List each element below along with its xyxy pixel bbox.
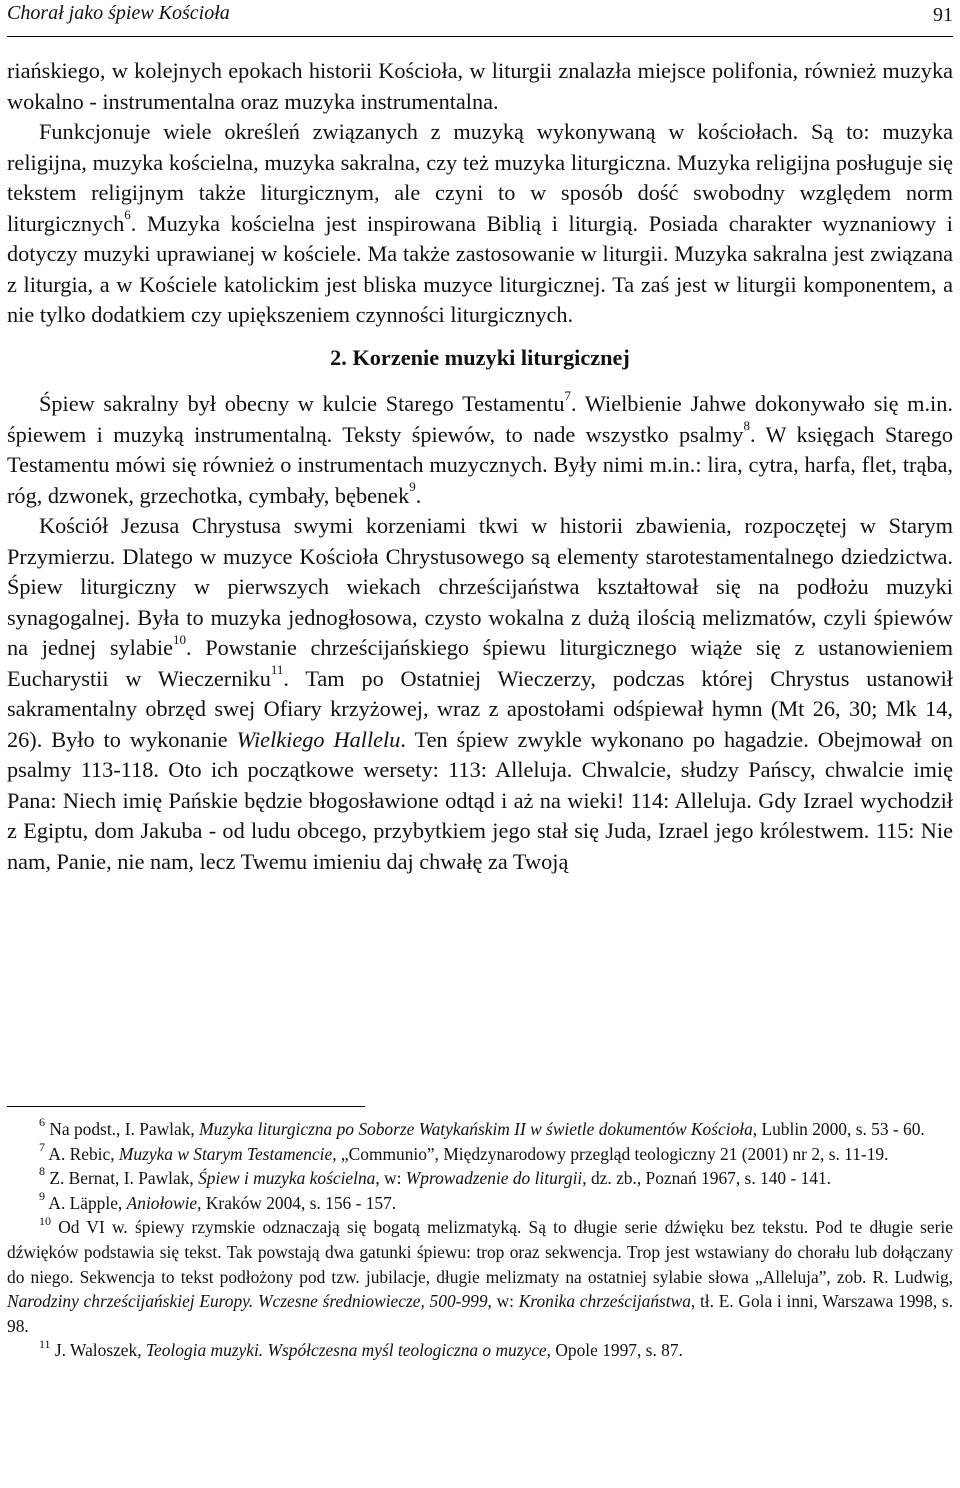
footnote-10 xyxy=(7,1215,953,1338)
footnote-8 xyxy=(7,1166,953,1191)
footnote-ref-9: 9 xyxy=(409,479,416,495)
body-text xyxy=(7,56,953,877)
footnote-6 xyxy=(7,1117,953,1142)
paragraph-2 xyxy=(7,117,953,331)
paragraph-3-text-c: . W księgach Starego Testamentu mówi się również o instrumentach muzycznych. Były nimi m.in.: lira, cytra, harfa, flet, trąba, róg, dzwonek, grzechotka, cymbały, bębenek xyxy=(7,421,953,508)
footnote-title: Narodziny chrześcijańskiej Europy. Wczesne średniowiecze, 500-999 xyxy=(7,1291,488,1312)
footnote-7 xyxy=(7,1139,953,1167)
footnote-ref-6: 6 xyxy=(124,207,131,223)
footnote-ref-10: 10 xyxy=(173,631,186,647)
footnote-text: A. Rebic, xyxy=(45,1143,119,1164)
footnote-number: 10 xyxy=(39,1213,51,1228)
footnote-title: Aniołowie xyxy=(126,1192,198,1213)
footnote-text: Na podst., I. Pawlak, xyxy=(45,1119,200,1139)
paragraph-2-text-b: . Muzyka kościelna jest inspirowana Biblią i liturgią. Posiada charakter wyznaniowy i dotyczy muzyki uprawianej w kościele. Ma także zastosowanie w liturgii. Muzyka sakralna jest związana z liturgia, a w Kościele katolickim jest bliska muzyce liturgicznej. Ta zaś jest w liturgii komponentem, a nie tylko dodatkiem czy upiększeniem czynności liturgicznych. xyxy=(7,210,953,327)
footnote-number: 6 xyxy=(39,1115,45,1130)
footnote-number: 11 xyxy=(39,1336,51,1351)
paragraph-4 xyxy=(7,511,953,877)
footnote-title: Wprowadzenie do liturgii xyxy=(405,1168,583,1189)
footnote-ref-7: 7 xyxy=(564,387,572,403)
footnote-text: , tł. E. Gola i inni, Warszawa 1998, s. 98. xyxy=(7,1291,954,1336)
footnote-title: Śpiew i muzyka kościelna xyxy=(198,1168,376,1189)
footnote-title: Kronika chrześcijaństwa xyxy=(518,1291,691,1312)
running-header xyxy=(7,2,953,37)
footnote-11 xyxy=(7,1338,953,1363)
footnote-number: 7 xyxy=(39,1139,45,1154)
footnote-text: J. Waloszek, xyxy=(50,1340,146,1361)
paragraph-1 xyxy=(7,56,953,117)
paragraph-4-text-b: . Powstanie chrześcijańskiego śpiewu liturgicznego wiąże się z ustanowieniem Eucharystii w Wieczerniku xyxy=(7,635,953,691)
footnote-title: Teologia muzyki. Współczesna myśl teologiczna o muzyce xyxy=(145,1340,547,1361)
running-title: Chorał jako śpiew Kościoła xyxy=(7,2,230,24)
footnotes xyxy=(7,1117,953,1363)
paragraph-3 xyxy=(7,389,953,511)
footnote-title: Muzyka liturgiczna po Soborze Watykańskim II w świetle dokumentów Kościoła xyxy=(199,1119,753,1139)
footnote-text: „Communio”, Międzynarodowy przegląd teologiczny 21 (2001) nr 2, s. 11-19. xyxy=(336,1143,889,1164)
section-heading: 2. Korzenie muzyki liturgicznej xyxy=(330,344,630,370)
paragraph-4-text-c: . Tam po Ostatniej Wieczerzy, podczas której Chrystus ustanowił sakramentalny obrzęd swej Ofiary krzyżowej, wraz z apostołami odśpiewał hymn (Mt 26, 30; Mk 14, 26). Było to wykonanie xyxy=(7,665,953,752)
footnote-text: , w: xyxy=(487,1291,519,1312)
footnote-text: , Kraków 2004, s. 156 - 157. xyxy=(197,1192,397,1213)
paragraph-1-text: riańskiego, w kolejnych epokach historii Kościoła, w liturgii znalazła miejsce polifonia, również muzyka wokalno - instrumentalna oraz muzyka instrumentalna. xyxy=(7,58,953,114)
paragraph-4-text-d: . Ten śpiew zwykle wykonano po hagadzie. Obejmował on psalmy 113-118. Oto ich początkowe wersety: 113: Alleluja. Chwalcie, słudzy Pańscy, chwalcie imię Pana: Niech imię Pańskie będzie błogosławione odtąd i aż na wieki! 114: Alleluja. Gdy Izrael wychodził z Egiptu, dom Jakuba - od ludu obcego, przybytkiem jego stał się Juda, Izrael jego królestwem. 115: Nie nam, Panie, nie nam, lecz Twemu imieniu daj chwałę za Twoją xyxy=(7,726,953,874)
footnote-separator xyxy=(7,1106,365,1107)
footnote-ref-11: 11 xyxy=(270,662,284,678)
paragraph-3-text-d: . xyxy=(415,482,422,508)
footnote-text: , Opole 1997, s. 87. xyxy=(546,1340,683,1361)
paragraph-4-italic: Wielkiego Hallelu xyxy=(236,726,401,752)
footnote-text: , w: xyxy=(375,1168,406,1189)
page-number: 91 xyxy=(933,4,953,26)
footnote-number: 8 xyxy=(39,1164,45,1179)
paragraph-3-text-b: . Wielbienie Jahwe dokonywało się m.in. śpiewem i muzyką instrumentalną. Teksty śpiewów, to nade wszystko psalmy xyxy=(7,391,953,447)
paragraph-4-text-a: Kościół Jezusa Chrystusa swymi korzeniami tkwi w historii zbawienia, rozpoczętej w Starym Przymierzu. Dlatego w muzyce Kościoła Chrystusowego są elementy starotestamentalnego dziedzictwa. Śpiew liturgiczny w pierwszych wiekach chrześcijaństwa kształtował się na podłożu muzyki synagogalnej. Była to muzyka jednogłosowa, czysto wokalna z dużą ilością melizmatów, czyli śpiewów na jednej sylabie xyxy=(7,513,953,660)
footnote-text: , dz. zb., Poznań 1967, s. 140 - 141. xyxy=(582,1168,832,1189)
footnote-text: A. Läpple, xyxy=(45,1192,127,1213)
paragraph-2-text-a: Funkcjonuje wiele określeń związanych z muzyką wykonywaną w kościołach. Są to: muzyka religijna, muzyka kościelna, muzyka sakralna, czy też muzyka liturgiczna. Muzyka religijna posługuje się tekstem religijnym także liturgicznym, ale czyni to w sposób dość swobodny względem norm liturgicznych xyxy=(7,119,953,236)
footnote-number: 9 xyxy=(39,1188,45,1203)
paragraph-3-text-a: Śpiew sakralny był obecny w kulcie Starego Testamentu xyxy=(39,391,565,416)
footnote-title: Muzyka w Starym Testamencie, xyxy=(118,1143,337,1164)
footnote-ref-8: 8 xyxy=(743,418,750,434)
footnote-9 xyxy=(7,1188,953,1216)
footnote-text: Od VI w. śpiewy rzymskie odznaczają się bogatą melizmatyką. Są to długie serie dźwięku bez tekstu. Pod te długie serie dźwięków podstawia się tekst. Tak powstają dwa gatunki śpiewu: trop oraz sekwencja. Trop jest wstawiany do chorału lub dołączany do niego. Sekwencja to tekst podłożony pod tzw. jubilacje, długie melizmaty na ostatniej sylabie słowa „Alleluja”, zob. R. Ludwig, xyxy=(7,1217,953,1287)
footnote-text: Z. Bernat, I. Pawlak, xyxy=(45,1168,199,1189)
footnote-text: , Lublin 2000, s. 53 - 60. xyxy=(752,1119,925,1139)
